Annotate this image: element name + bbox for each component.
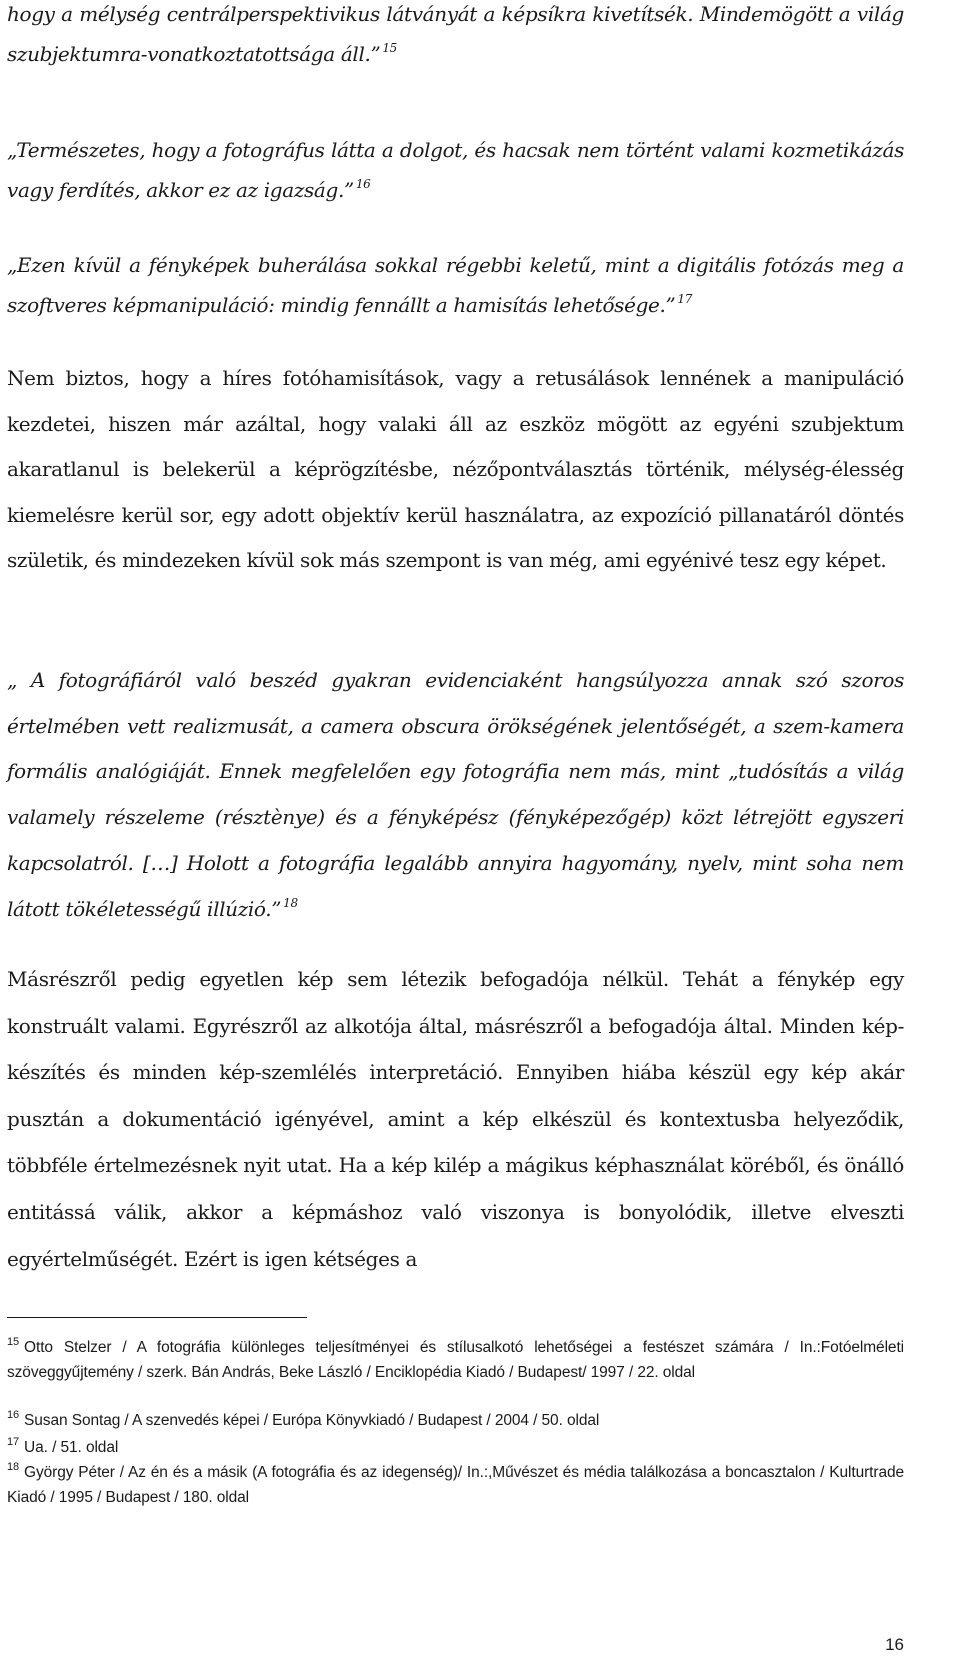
footnote-ref-16[interactable]: 16 [355, 177, 371, 191]
footnote-17 [7, 1436, 904, 1461]
paragraph-text: „Ezen kívül a fényképek buherálása sokkal régebbi keletű, mint a digitális fotózás meg a szoftveres képmanipuláció: mindig fennállt a hamisítás lehetősége.” [7, 253, 904, 317]
footnote-text: Susan Sontag / A szenvedés képei / Európa Könyvkiadó / Budapest / 2004 / 50. oldal [24, 1412, 600, 1429]
body-paragraph-quote-1 [7, 0, 904, 74]
footnote-ref-15[interactable]: 15 [382, 41, 397, 55]
footnote-number: 18 [7, 1461, 20, 1473]
paragraph-text: „ A fotográfiáról való beszéd gyakran evidenciaként hangsúlyozza annak szó szoros értelmében vett realizmusát, a camera obscura örökségének jelentőségét, a szem-kamera formális analógiáját. Ennek megfelelően egy fotográfia nem más, mint „tudósítás a világ valamely részeleme (résztènye) és a fényképész (fényképezőgép) közt létrejött egyszeri kapcsolatról. […] Holott a fotográfia legalább annyira hagyomány, nyelv, mint soha nem látott tökéletességű illúzió.” [7, 668, 904, 921]
body-paragraph-quote-3 [7, 245, 904, 325]
footnote-text: Otto Stelzer / A fotográfia különleges teljesítményei és stílusalkotó lehetőségei a festészet számára / In.:Fotóelméleti szöveggyűjtemény / szerk. Bán András, Beke László / Enciklopédia Kiadó / Budapest/ 1997 / 22. oldal [7, 1339, 904, 1381]
footnote-18 [7, 1461, 904, 1510]
footnote-15 [7, 1336, 904, 1385]
body-paragraph-6 [7, 956, 904, 1282]
footnote-16 [7, 1409, 904, 1434]
footnote-text: Ua. / 51. oldal [24, 1439, 119, 1456]
body-paragraph-quote-2 [7, 130, 904, 210]
footnote-text: György Péter / Az én és a másik (A fotográfia és az idegenség)/ In.:,Művészet és média találkozása a boncasztalon / Kulturtrade Kiadó / 1995 / Budapest / 180. oldal [7, 1464, 904, 1506]
footnote-ref-17[interactable]: 17 [677, 292, 692, 306]
footnote-number: 15 [7, 1336, 20, 1348]
paragraph-text: „Természetes, hogy a fotográfus látta a dolgot, és hacsak nem történt valami kozmetikázás vagy ferdítés, akkor ez az igazság.” [7, 138, 904, 202]
body-paragraph-4 [7, 356, 904, 584]
footnote-number: 16 [7, 1409, 20, 1421]
footnote-number: 17 [7, 1436, 20, 1448]
footnote-divider [7, 1317, 307, 1318]
paragraph-text: Másrészről pedig egyetlen kép sem létezik befogadója nélkül. Tehát a fénykép egy konstruált valami. Egyrészről az alkotója által, másrészről a befogadója által. Minden kép-készítés és minden kép-szemlélés interpretáció. Ennyiben hiába készül egy kép akár pusztán a dokumentáció igényével, amint a kép elkészül és kontextusba helyeződik, többféle értelmezésnek nyit utat. Ha a kép kilép a mágikus képhasználat köréből, és önálló entitássá válik, akkor a képmáshoz való viszonya is bonyolódik, illetve elveszti egyértelműségét. Ezért is igen kétséges a [7, 967, 904, 1271]
paragraph-text: hogy a mélység centrálperspektivikus látványát a képsíkra kivetítsék. Mindemögött a világ szubjektumra-vonatkoztatottsága áll.” [7, 2, 904, 66]
paragraph-text: Nem biztos, hogy a híres fotóhamisítások, vagy a retusálások lennének a manipuláció kezdetei, hiszen már azáltal, hogy valaki áll az eszköz mögött az egyéni szubjektum akaratlanul is belekerül a képrögzítésbe, nézőpontválasztás történik, mélység-élesség kiemelésre kerül sor, egy adott objektív kerül használatra, az expozíció pillanatáról döntés születik, és mindezeken kívül sok más szempont is van még, ami egyénivé tesz egy képet. [7, 366, 904, 572]
footnote-ref-18[interactable]: 18 [283, 895, 298, 910]
body-paragraph-quote-5 [7, 658, 904, 932]
page-number: 16 [885, 1635, 904, 1654]
